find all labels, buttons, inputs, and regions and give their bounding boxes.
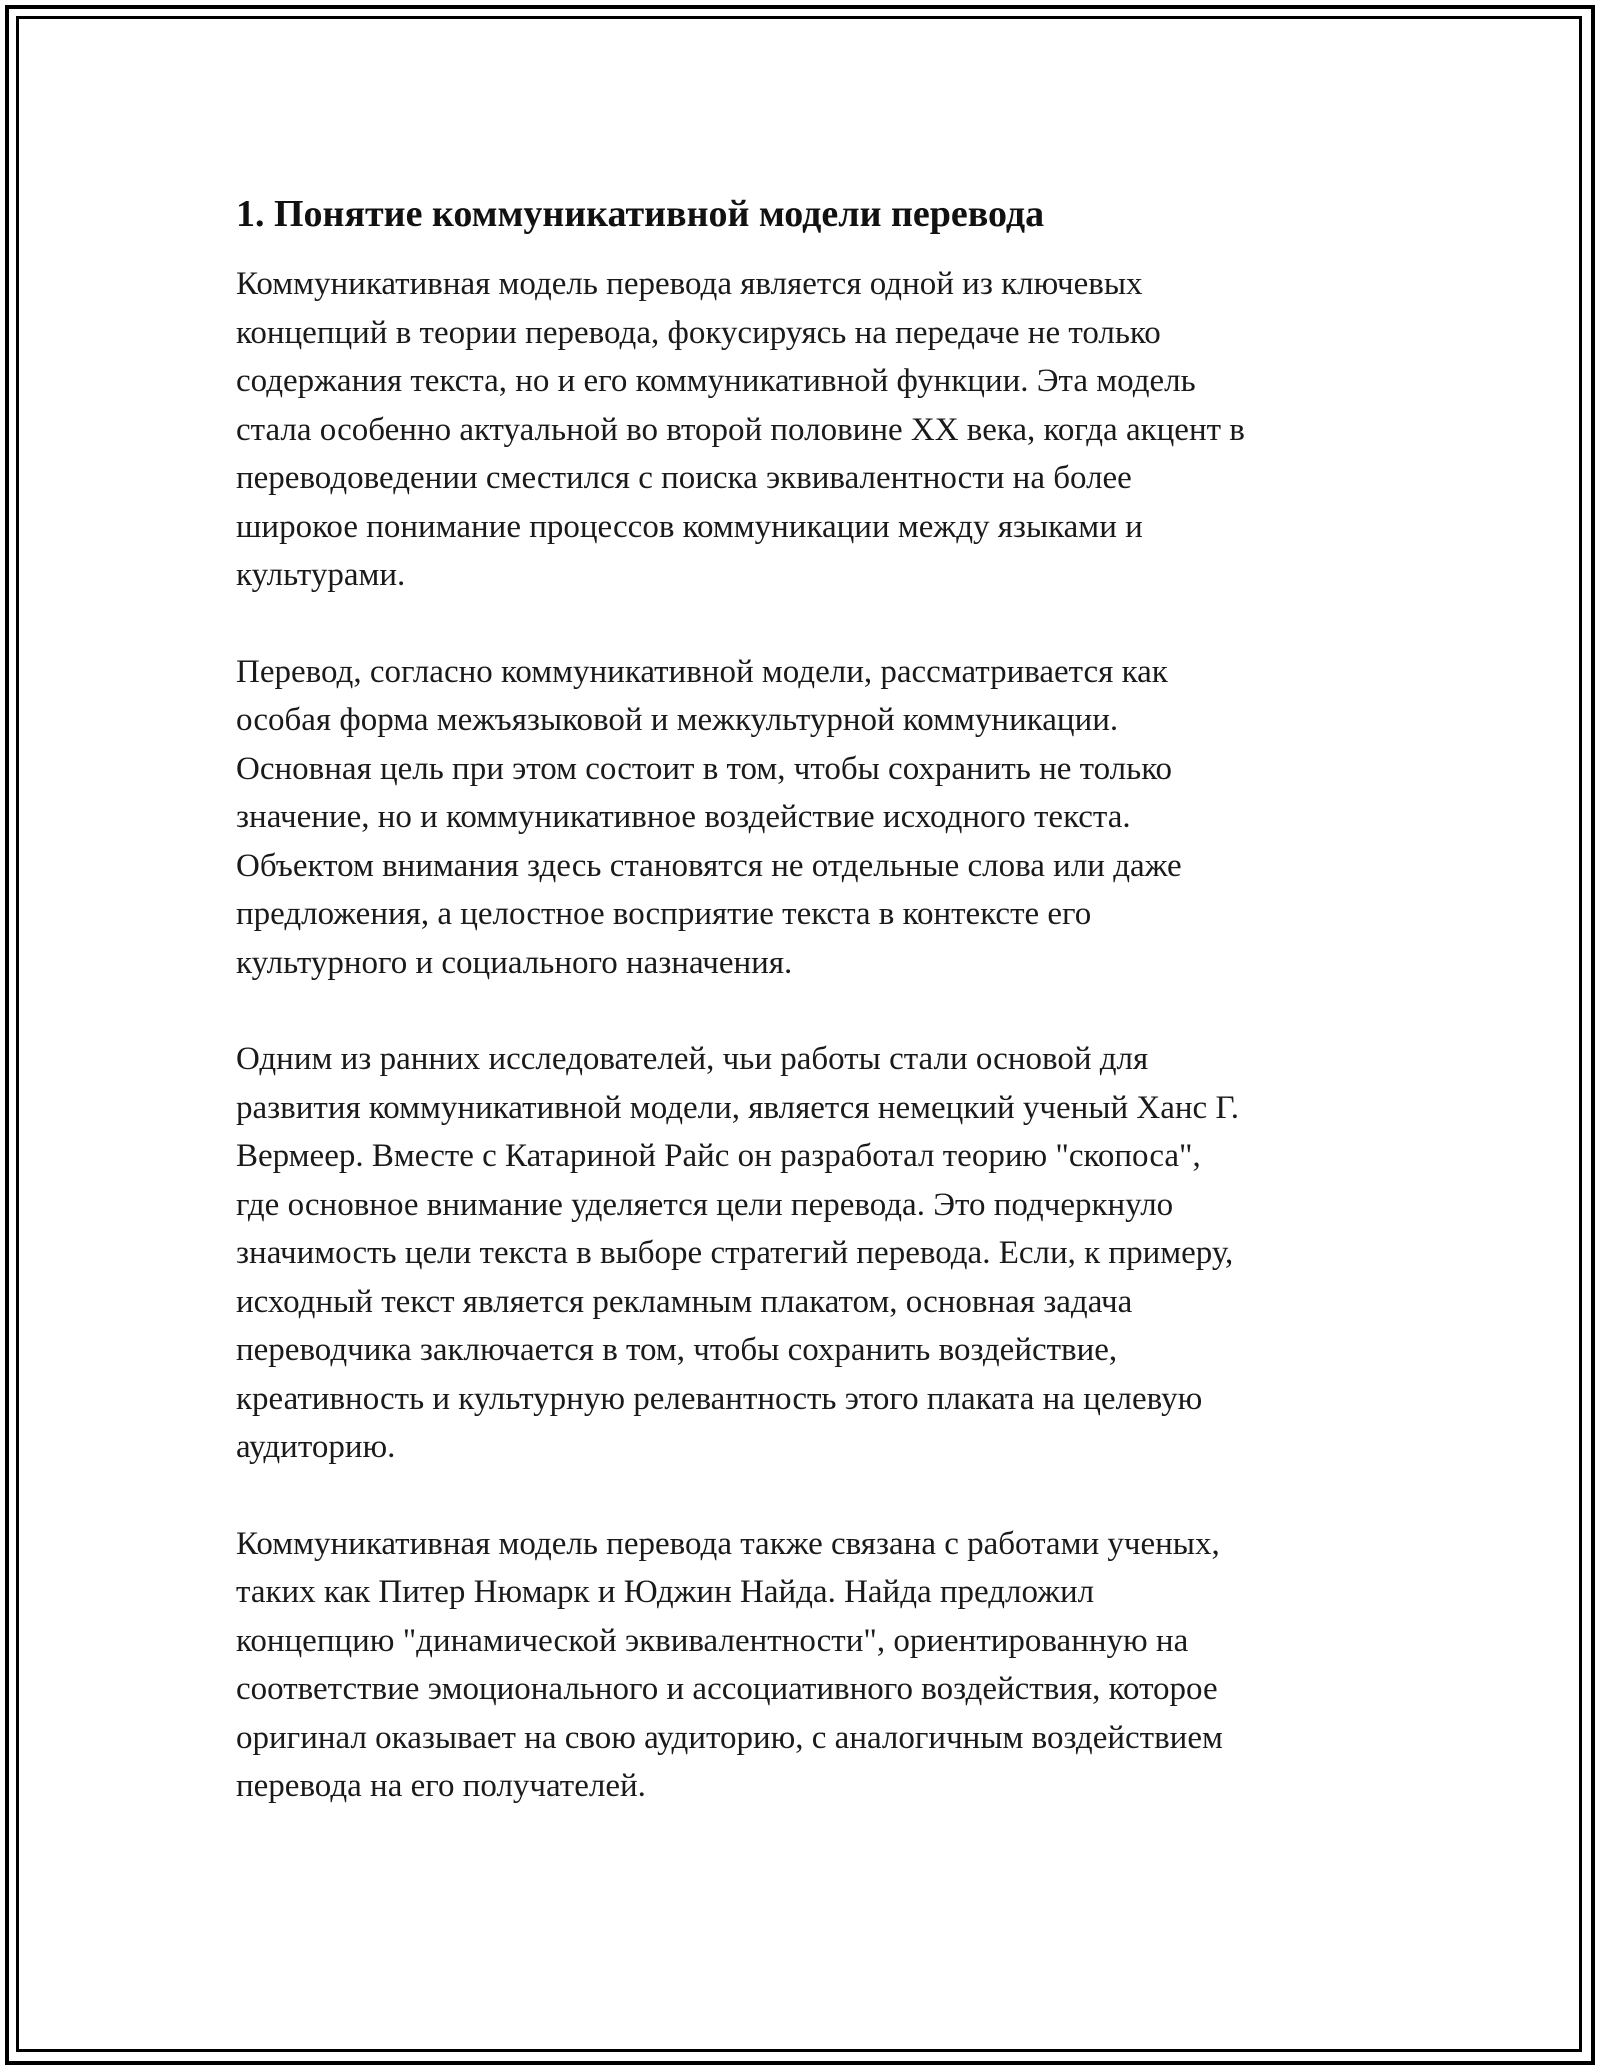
section-heading: 1. Понятие коммуникативной модели перевода xyxy=(236,193,1045,235)
document-body xyxy=(236,190,1376,1811)
paragraph-1: Коммуникативная модель перевода является одной из ключевых концепций в теории перевода, фокусируясь на передаче не только содержания текста, но и его коммуникативной функции. Эта модель стала особенно актуальной во второй половине XX века, когда акцент в переводоведении сместился с поиска эквивалентности на более широкое понимание процессов коммуникации между языками и культурами. xyxy=(236,266,1245,593)
paragraph-2: Перевод, согласно коммуникативной модели, рассматривается как особая форма межъязыковой и межкультурной коммуникации. Основная цель при этом состоит в том, чтобы сохранить не только значение, но и коммуникативное воздействие исходного текста. Объектом внимания здесь становятся не отдельные слова или даже предложения, а целостное восприятие текста в контексте его культурного и социального назначения. xyxy=(236,653,1182,981)
paragraph-4: Коммуникативная модель перевода также связана с работами ученых, таких как Питер Нюмарк и Юджин Найда. Найда предложил концепцию "динамической эквивалентности", ориентированную на соответствие эмоционального и ассоциативного воздействия, которое оригинал оказывает на свою аудиторию, с аналогичным воздействием перевода на его получателей. xyxy=(236,1525,1223,1804)
paragraph-3: Одним из ранних исследователей, чьи работы стали основой для развития коммуникативной модели, является немецкий ученый Ханс Г. Вермеер. Вместе с Катариной Райс он разработал теорию "скопоса", где основное внимание уделяется цели перевода. Это подчеркнуло значимость цели текста в выборе стратегий перевода. Если, к примеру, исходный текст является рекламным плакатом, основная задача переводчика заключается в том, чтобы сохранить воздействие, креативность и культурную релевантность этого плаката на целевую аудиторию. xyxy=(236,1041,1240,1465)
